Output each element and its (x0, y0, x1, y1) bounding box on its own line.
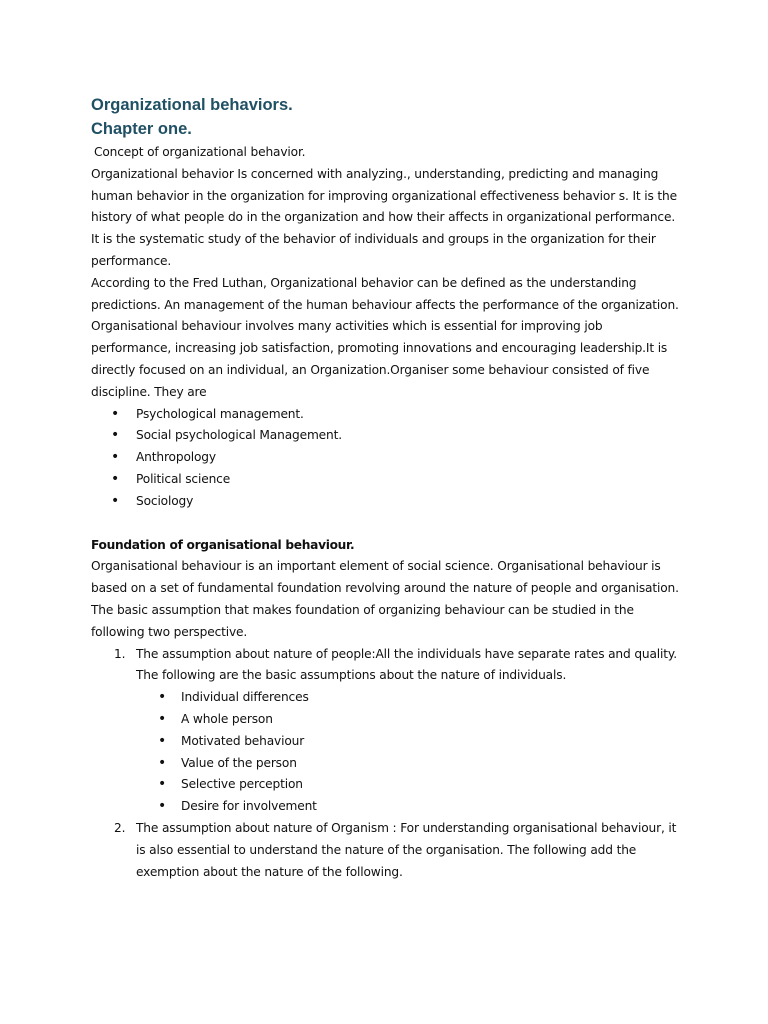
paragraph-definition: Organizational behavior Is concerned with analyzing., understanding, predicting and managing human behavior in the organization for improving organizational effectiveness behavior s. It is the history of what people do in the organization and how their affects in organizational performance. It is the systematic study of the behavior of individuals and groups in the organization for their performance. (91, 166, 677, 268)
disciplines-list (91, 404, 681, 513)
list-item (91, 644, 681, 818)
list-item-text: The assumption about nature of Organism : For understanding organisational behaviour, it is also essential to understand the nature of the organisation. The following add the exemption about the nature of the following. (136, 820, 677, 879)
list-item: • Value of the person (136, 753, 681, 775)
chapter-title: Chapter one. (91, 120, 192, 138)
paragraph-activities: Organisational behaviour involves many activities which is essential for improving job performance, increasing job satisfaction, promoting innovations and encouraging leadership.It is directly focused on an individual, an Organization.Organiser some behaviour consisted of five discipline. They are (91, 319, 668, 399)
list-item: • Social psychological Management. (91, 425, 681, 447)
document-page (91, 93, 681, 883)
list-item: • A whole person (136, 709, 681, 731)
paragraph-luthan: According to the Fred Luthan, Organizational behavior can be defined as the understanding predictions. An management of the human behaviour affects the performance of the organization. (91, 275, 679, 312)
list-item-text: The assumption about nature of people:All the individuals have separate rates and quality. The following are the basic assumptions about the nature of individuals. (136, 646, 677, 683)
list-item (91, 818, 681, 883)
list-item: • Individual differences (136, 687, 681, 709)
document-title: Organizational behaviors. (91, 96, 293, 114)
list-number: 2. (114, 820, 126, 835)
paragraph-foundation-intro: Organisational behaviour is an important element of social science. Organisational behaviour is based on a set of fundamental foundation revolving around the nature of people and organisation. The basic assumption that makes foundation of organizing behaviour can be studied in the following two perspective. (91, 559, 679, 639)
concept-line: Concept of organizational behavior. (94, 145, 306, 159)
nature-of-people-list (136, 687, 681, 818)
list-item: • Political science (91, 469, 681, 491)
list-item: • Motivated behaviour (136, 731, 681, 753)
list-item: • Selective perception (136, 774, 681, 796)
list-item: • Desire for involvement (136, 796, 681, 818)
list-item: • Anthropology (91, 447, 681, 469)
assumptions-list (91, 644, 681, 884)
list-number: 1. (114, 646, 126, 661)
section-heading-foundation: Foundation of organisational behaviour. (91, 537, 355, 552)
list-item: • Sociology (91, 491, 681, 513)
list-item: • Psychological management. (91, 404, 681, 426)
